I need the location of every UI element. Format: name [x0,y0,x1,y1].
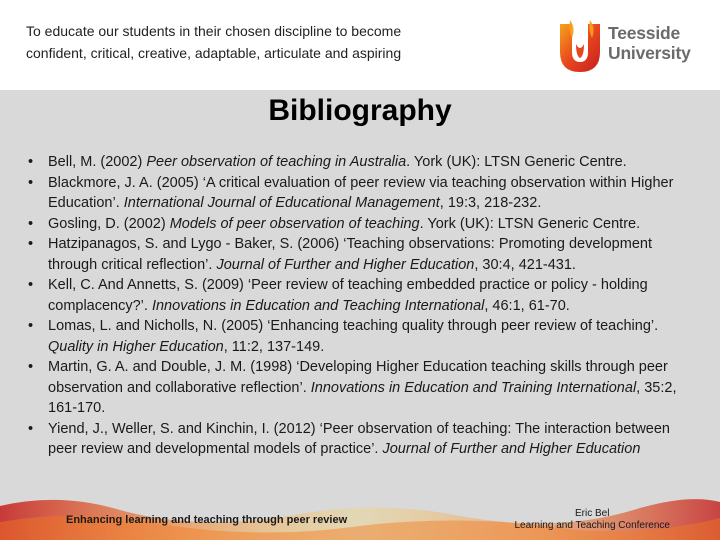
footer [0,488,720,540]
reference-details: , 46:1, 61-70. [484,297,570,314]
reference-details: , 11:2, 137-149. [223,338,325,355]
header [0,0,720,90]
bullet-icon: • [28,277,34,293]
reference-authors-and-title: Lomas, L. and Nicholls, N. (2005) ‘Enhancing teaching quality through peer review of teaching’. [48,318,659,334]
reference-details: , 35:2, 161-170. [48,379,677,416]
logo-word-teesside: Teesside [608,23,681,43]
reference-authors-and-title: Martin, G. A. and Double, J. M. (1998) ‘Developing Higher Education teaching skills through peer observation and collaborative reflection’. [48,359,668,396]
tagline-line-2: confident, critical, creative, adaptable, articulate and aspiring [26,45,402,61]
reference-details: , 19:3, 218-232. [439,195,542,211]
bullet-icon: • [28,420,34,437]
reference-source: Models of peer observation of teaching [169,215,420,232]
reference-details: . York (UK): LTSN Generic Centre. [419,215,641,232]
bullet-icon: • [28,318,34,334]
reference-source: Journal of Further and Higher Education [382,441,641,457]
teesside-university-logo [556,18,706,76]
tagline-line-1: To educate our students in their chosen discipline to become [26,23,402,39]
reference-source: International Journal of Educational Management [123,195,440,211]
bullet-icon: • [28,215,34,232]
reference-details: . York (UK): LTSN Generic Centre. [406,154,627,170]
reference-authors-and-title: Bell, M. (2002) [48,154,147,170]
reference-item [28,173,700,214]
bullet-icon: • [28,236,34,252]
reference-authors-and-title: Yiend, J., Weller, S. and Kinchin, I. (2012) ‘Peer observation of teaching: The interaction between peer review and developmental models of practice’. [48,420,670,457]
footer-credit [515,508,671,532]
footer-conference-name: Learning and Teaching Conference [514,520,670,531]
reference-item [28,214,700,235]
reference-authors-and-title: Hatzipanagos, S. and Lygo - Baker, S. (2006) ‘Teaching observations: Promoting development through critical reflection’. [48,236,652,273]
footer-author: Eric Bel [575,508,610,519]
reference-details: , 30:4, 421-431. [474,256,576,273]
footer-conference-theme: Enhancing learning and teaching through peer review [66,514,348,526]
reference-source: Innovations in Education and Training International [310,379,637,396]
page-title: Bibliography [268,94,452,127]
reference-item [28,275,700,316]
reference-item [28,234,700,275]
reference-authors-and-title: Gosling, D. (2002) [48,215,170,232]
reference-authors-and-title: Kell, C. And Annetts, S. (2009) ‘Peer review of teaching embedded practice or policy - holding complacency?’. [48,277,648,314]
reference-item [28,419,700,460]
reference-source: Peer observation of teaching in Australia [146,154,407,170]
tagline [26,20,476,64]
teesside-u-flame-icon [556,18,604,76]
reference-source: Journal of Further and Higher Education [216,256,475,273]
reference-item [28,152,700,173]
logo-word-university: University [608,43,691,63]
bullet-icon: • [28,174,34,191]
reference-source: Quality in Higher Education [48,338,224,355]
bullet-icon: • [28,154,34,170]
reference-item [28,357,700,419]
bibliography-list [28,152,700,460]
reference-item [28,316,700,357]
bullet-icon: • [28,359,34,375]
reference-authors-and-title: Blackmore, J. A. (2005) ‘A critical evaluation of peer review via teaching observation within Higher Education’. [48,174,674,211]
reference-source: Innovations in Education and Teaching International [151,297,485,314]
